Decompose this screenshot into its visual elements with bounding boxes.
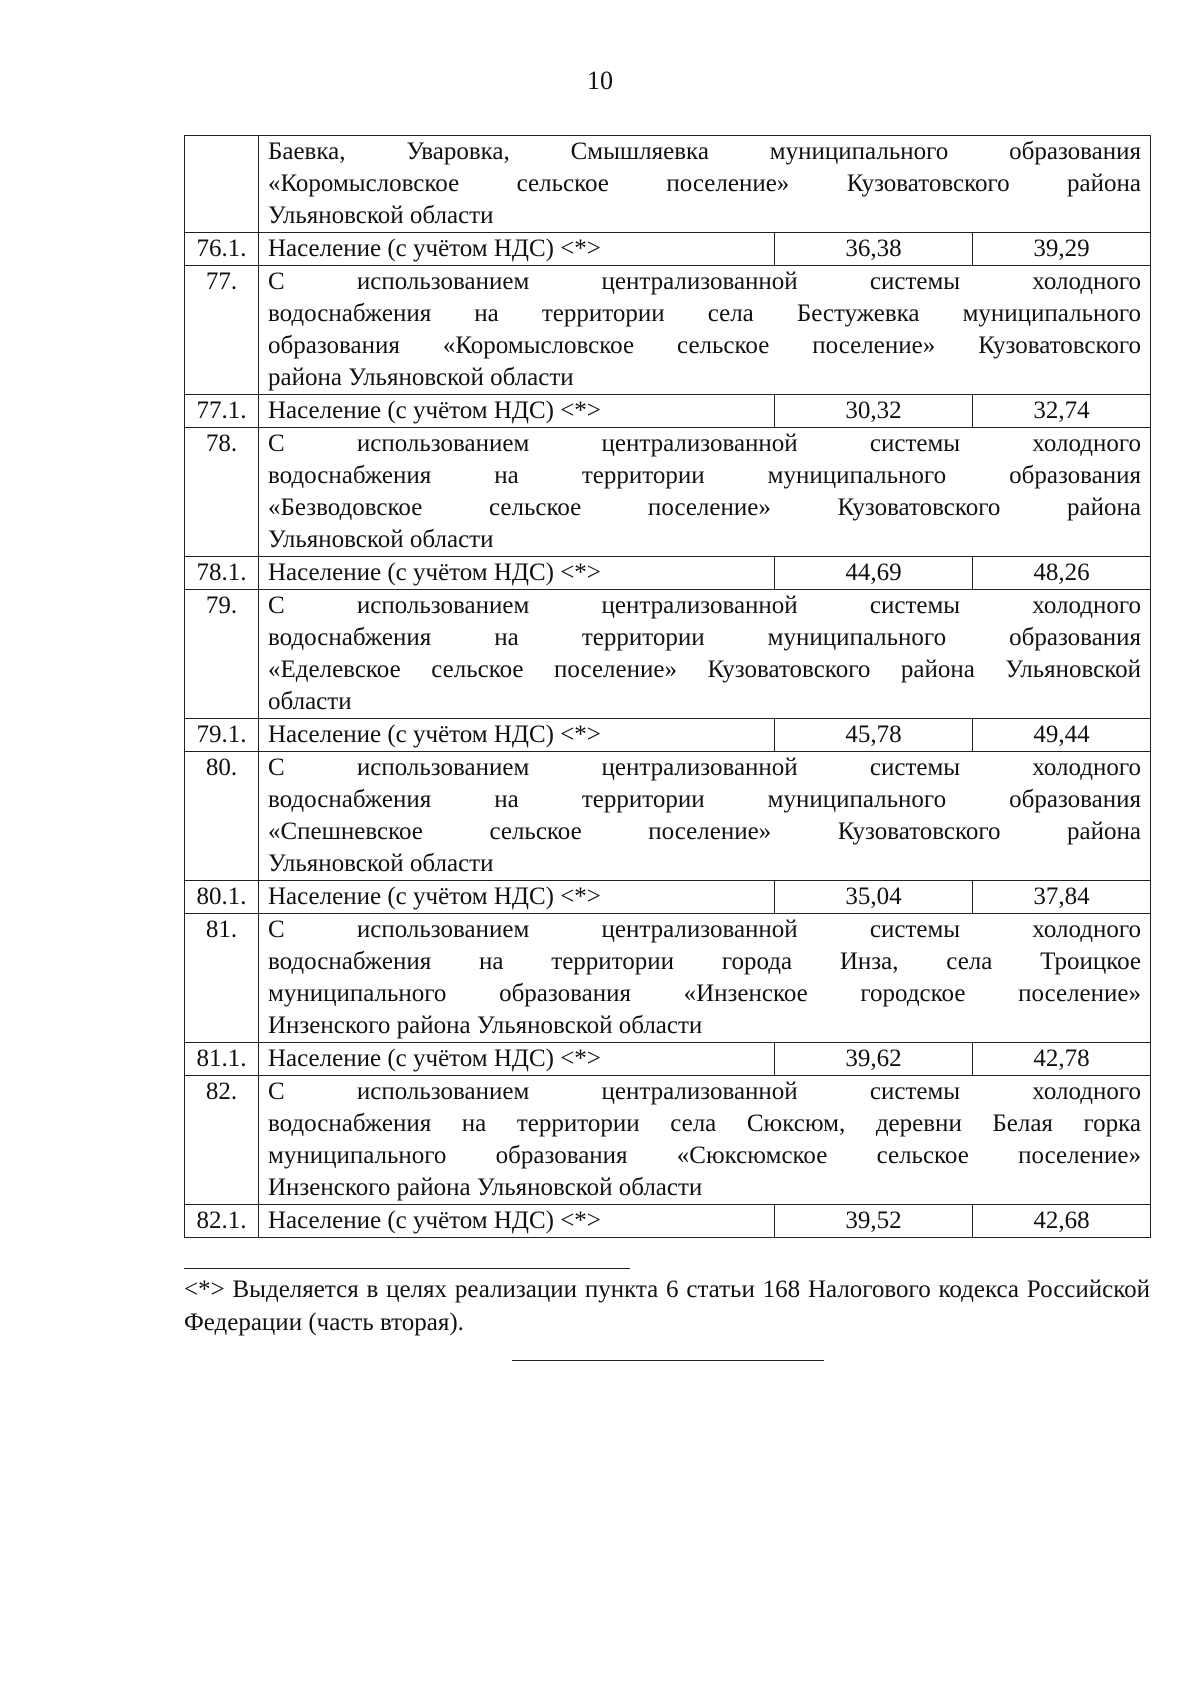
tariff-value-first-period: 39,52 bbox=[775, 1205, 973, 1238]
row-number: 79.1. bbox=[185, 719, 259, 752]
table-row-description bbox=[185, 136, 1151, 233]
description-line: водоснабжения на территории села Бестужевка муниципального bbox=[268, 300, 1142, 327]
row-number: 78.1. bbox=[185, 557, 259, 590]
description-line: С использованием централизованной системы холодного bbox=[268, 430, 1142, 457]
description-line: водоснабжения на территории муниципального образования bbox=[268, 462, 1142, 489]
row-number: 77. bbox=[185, 266, 259, 395]
description-line: Ульяновской области bbox=[268, 526, 494, 553]
tariff-value-second-period: 39,29 bbox=[973, 233, 1151, 266]
description-line: Баевка, Уваровка, Смышляевка муниципального образования bbox=[268, 138, 1142, 165]
row-number: 82. bbox=[185, 1076, 259, 1205]
description-line: Ульяновской области bbox=[268, 202, 494, 229]
end-of-document-rule bbox=[512, 1360, 824, 1361]
tariff-value-second-period: 32,74 bbox=[973, 395, 1151, 428]
row-number bbox=[185, 136, 259, 233]
consumer-category: Население (с учётом НДС) <*> bbox=[259, 557, 775, 590]
description-line: С использованием централизованной системы холодного bbox=[268, 754, 1142, 781]
table-row-tariff bbox=[185, 395, 1151, 428]
consumer-category: Население (с учётом НДС) <*> bbox=[259, 395, 775, 428]
table-row-description bbox=[185, 266, 1151, 395]
description-line: С использованием централизованной системы холодного bbox=[268, 592, 1142, 619]
description-line: образования «Коромысловское сельское поселение» Кузоватовского bbox=[268, 332, 1142, 359]
tariff-value-first-period: 30,32 bbox=[775, 395, 973, 428]
tariff-value-second-period: 49,44 bbox=[973, 719, 1151, 752]
tariff-value-second-period: 42,78 bbox=[973, 1043, 1151, 1076]
service-description bbox=[259, 752, 1151, 881]
table-row-tariff bbox=[185, 557, 1151, 590]
description-line: Ульяновской области bbox=[268, 850, 494, 877]
description-line: водоснабжения на территории города Инза, села Троицкое bbox=[268, 948, 1142, 975]
row-number: 77.1. bbox=[185, 395, 259, 428]
consumer-category: Население (с учётом НДС) <*> bbox=[259, 233, 775, 266]
row-number: 78. bbox=[185, 428, 259, 557]
description-line: муниципального образования «Сюксюмское сельское поселение» bbox=[268, 1142, 1142, 1169]
description-line: области bbox=[268, 688, 352, 715]
tariff-value-second-period: 48,26 bbox=[973, 557, 1151, 590]
service-description bbox=[259, 1076, 1151, 1205]
tariff-value-first-period: 35,04 bbox=[775, 881, 973, 914]
table-row-tariff bbox=[185, 233, 1151, 266]
tariff-value-first-period: 36,38 bbox=[775, 233, 973, 266]
row-number: 79. bbox=[185, 590, 259, 719]
description-line: С использованием централизованной системы холодного bbox=[268, 268, 1142, 295]
consumer-category: Население (с учётом НДС) <*> bbox=[259, 881, 775, 914]
tariff-value-first-period: 45,78 bbox=[775, 719, 973, 752]
description-line: водоснабжения на территории села Сюксюм, деревни Белая горка bbox=[268, 1110, 1142, 1137]
row-number: 81. bbox=[185, 914, 259, 1043]
tariff-value-second-period: 37,84 bbox=[973, 881, 1151, 914]
footnote-text: <*> Выделяется в целях реализации пункта 6 статьи 168 Налогового кодекса Российской Федерации (часть вторая). bbox=[184, 1276, 1150, 1336]
consumer-category: Население (с учётом НДС) <*> bbox=[259, 1043, 775, 1076]
table-row-description bbox=[185, 752, 1151, 881]
tariff-value-first-period: 39,62 bbox=[775, 1043, 973, 1076]
service-description bbox=[259, 590, 1151, 719]
description-line: Инзенского района Ульяновской области bbox=[268, 1012, 703, 1039]
row-number: 76.1. bbox=[185, 233, 259, 266]
description-line: «Безводовское сельское поселение» Кузоватовского района bbox=[268, 494, 1142, 521]
description-line: района Ульяновской области bbox=[268, 364, 574, 391]
page-number: 10 bbox=[587, 66, 613, 95]
row-number: 80. bbox=[185, 752, 259, 881]
description-line: водоснабжения на территории муниципального образования bbox=[268, 786, 1142, 813]
row-number: 82.1. bbox=[185, 1205, 259, 1238]
description-line: муниципального образования «Инзенское городское поселение» bbox=[268, 980, 1142, 1007]
table-row-tariff bbox=[185, 1043, 1151, 1076]
table-row-description bbox=[185, 428, 1151, 557]
description-line: С использованием централизованной системы холодного bbox=[268, 916, 1142, 943]
description-line: «Спешневское сельское поселение» Кузоватовского района bbox=[268, 818, 1142, 845]
description-line: Инзенского района Ульяновской области bbox=[268, 1174, 703, 1201]
service-description bbox=[259, 136, 1151, 233]
table-row-tariff bbox=[185, 1205, 1151, 1238]
description-line: «Еделевское сельское поселение» Кузоватовского района Ульяновской bbox=[268, 656, 1142, 683]
table-row-tariff bbox=[185, 719, 1151, 752]
service-description bbox=[259, 266, 1151, 395]
description-line: «Коромысловское сельское поселение» Кузоватовского района bbox=[268, 170, 1142, 197]
tariff-value-second-period: 42,68 bbox=[973, 1205, 1151, 1238]
row-number: 81.1. bbox=[185, 1043, 259, 1076]
tariff-table bbox=[184, 135, 1151, 1238]
description-line: С использованием централизованной системы холодного bbox=[268, 1078, 1142, 1105]
consumer-category: Население (с учётом НДС) <*> bbox=[259, 1205, 775, 1238]
description-line: водоснабжения на территории муниципального образования bbox=[268, 624, 1142, 651]
footnote-separator bbox=[184, 1268, 630, 1269]
table-row-description bbox=[185, 1076, 1151, 1205]
consumer-category: Население (с учётом НДС) <*> bbox=[259, 719, 775, 752]
table-row-tariff bbox=[185, 881, 1151, 914]
service-description bbox=[259, 428, 1151, 557]
service-description bbox=[259, 914, 1151, 1043]
table-row-description bbox=[185, 914, 1151, 1043]
row-number: 80.1. bbox=[185, 881, 259, 914]
table-row-description bbox=[185, 590, 1151, 719]
tariff-value-first-period: 44,69 bbox=[775, 557, 973, 590]
